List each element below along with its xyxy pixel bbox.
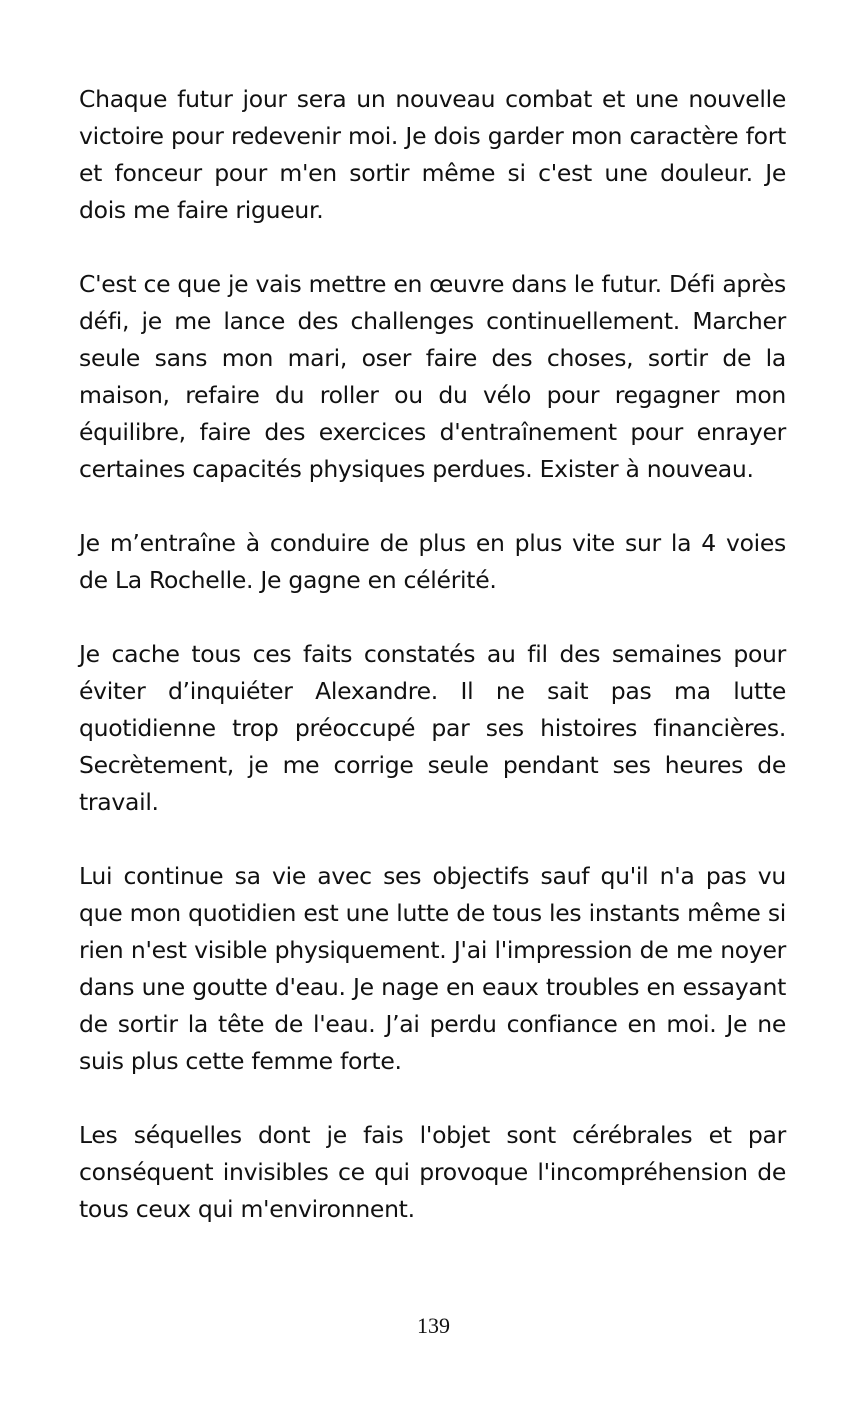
paragraph-6: Les séquelles dont je fais l'objet sont cérébrales et par conséquent invisibles ce qui provoque l'incompréhension de tous ceux qui m'environnent. <box>79 1121 786 1223</box>
paragraph-5: Lui continue sa vie avec ses objectifs sauf qu'il n'a pas vu que mon quotidien est une lutte de tous les instants même si rien n'est visible physiquement. J'ai l'impression de me noyer dans une goutte d'eau. Je nage en eaux troubles en essayant de sortir la tête de l'eau. J’ai perdu confiance en moi. Je ne suis plus cette femme forte. <box>79 862 786 1075</box>
page-number: 139 <box>417 1313 450 1338</box>
paragraph-2: C'est ce que je vais mettre en œuvre dans le futur. Défi après défi, je me lance des challenges continuellement. Marcher seule sans mon mari, oser faire des choses, sortir de la maison, refaire du roller ou du vélo pour regagner mon équilibre, faire des exercices d'entraînement pour enrayer certaines capacités physiques perdues. Exister à nouveau. <box>79 270 786 483</box>
paragraph-4: Je cache tous ces faits constatés au fil des semaines pour éviter d’inquiéter Alexandre. Il ne sait pas ma lutte quotidienne trop préoccupé par ses histoires financières. Secrètement, je me corrige seule pendant ses heures de travail. <box>79 640 786 816</box>
body-text <box>79 81 786 1228</box>
paragraph-3: Je m’entraîne à conduire de plus en plus vite sur la 4 voies de La Rochelle. Je gagne en célérité. <box>79 529 786 594</box>
paragraph-1: Chaque futur jour sera un nouveau combat et une nouvelle victoire pour redevenir moi. Je dois garder mon caractère fort et fonceur pour m'en sortir même si c'est une douleur. Je dois me faire rigueur. <box>79 85 786 224</box>
